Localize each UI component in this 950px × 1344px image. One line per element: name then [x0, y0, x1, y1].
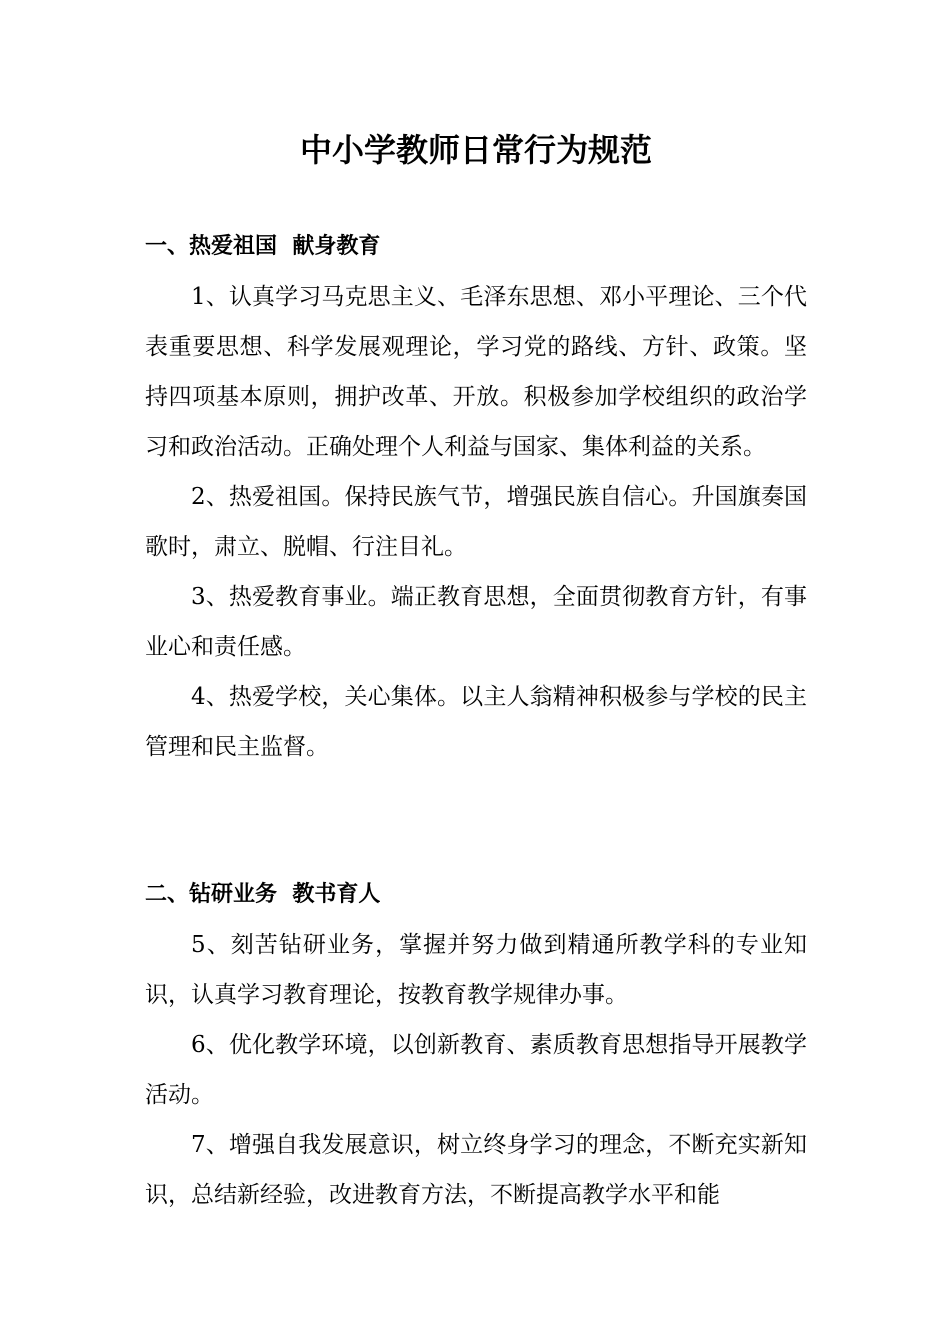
document-title: 中小学教师日常行为规范 [299, 131, 652, 169]
paragraph-1: 1、认真学习马克思主义、毛泽东思想、邓小平理论、三个代表重要思想、科学发展观理论，学习党的路线、方针、政策。坚持四项基本原则，拥护改革、开放。积极参加学校组织的政治学习和政治活动。正确处理个人利益与国家、集体利益的关系。 [145, 284, 807, 460]
paragraph-5: 5、刻苦钻研业务，掌握并努力做到精通所教学科的专业知识，认真学习教育理论，按教育教学规律办事。 [145, 932, 807, 1008]
section-1 [145, 222, 807, 772]
paragraph-2: 2、热爱祖国。保持民族气节，增强民族自信心。升国旗奏国歌时，肃立、脱帽、行注目礼。 [145, 484, 807, 560]
paragraph-6: 6、优化教学环境，以创新教育、素质教育思想指导开展教学活动。 [145, 1032, 807, 1108]
section-heading: 一、热爱祖国 献身教育 [145, 234, 381, 259]
paragraph-4: 4、热爱学校，关心集体。以主人翁精神积极参与学校的民主管理和民主监督。 [145, 684, 807, 760]
section-2 [145, 870, 807, 1220]
section-heading: 二、钻研业务 教书育人 [145, 882, 381, 907]
paragraph-3: 3、热爱教育事业。端正教育思想，全面贯彻教育方针，有事业心和责任感。 [145, 584, 807, 660]
paragraph-7: 7、增强自我发展意识，树立终身学习的理念，不断充实新知识，总结新经验，改进教育方法，不断提高教学水平和能 [145, 1132, 807, 1208]
